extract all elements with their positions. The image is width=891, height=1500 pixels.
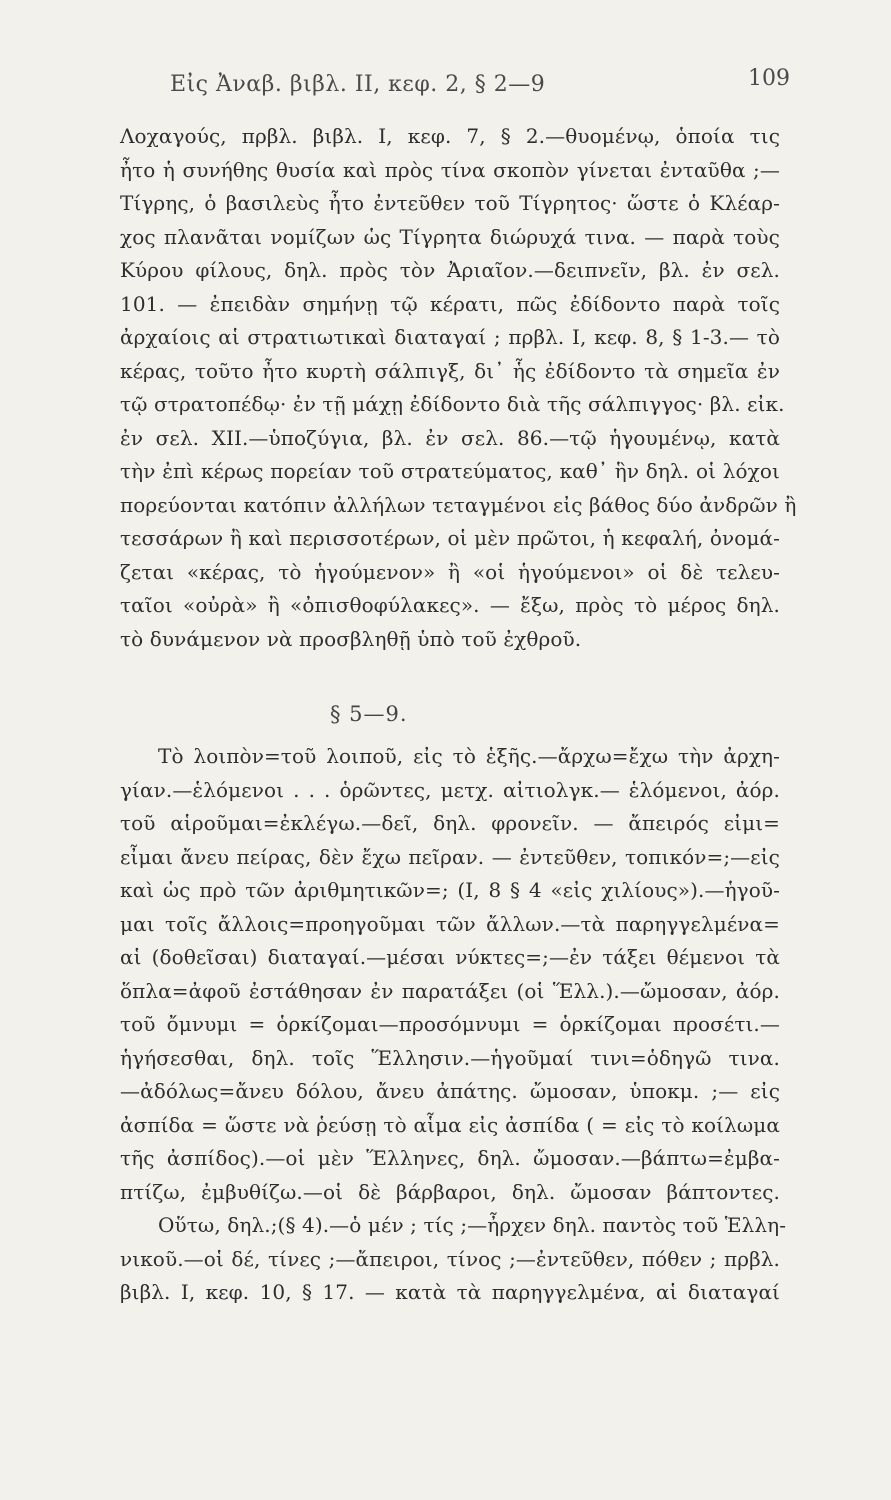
text-line: τοῦ ὄμνυμι = ὁρκίζομαι—προσόμνυμι = ὁρκίζομαι προσέτι.— (120, 1012, 780, 1036)
text-line: εἶμαι ἄνευ πείρας, δὲν ἔχω πεῖραν. — ἐντεῦθεν, τοπικόν=;—εἰς (120, 844, 780, 869)
text-line: ταῖοι «οὐρὰ» ἢ «ὀπισθοφύλακες». — ἔξω, πρὸς τὸ μέρος δηλ. (120, 593, 780, 617)
text-line: ἐν σελ. XII.—ὑποζύγια, βλ. ἐν σελ. 86.—τῷ ἡγουμένῳ, κατὰ (120, 425, 780, 450)
running-head-title: Εἰς Ἀναβ. βιβλ. II, κεφ. 2, § 2—9 (170, 72, 546, 97)
commentary-block-1 (120, 120, 797, 656)
text-line: ἀρχαίοις αἱ στρατιωτικαὶ διαταγαί ; πρβλ. I, κεφ. 8, § 1-3.— τὸ (120, 325, 780, 349)
text-line: ἡγήσεσθαι, δηλ. τοῖς Ἕλλησιν.—ἡγοῦμαί τινι=ὁδηγῶ τινα. (120, 1045, 780, 1070)
text-line: ζεται «κέρας, τὸ ἡγούμενον» ἢ «οἱ ἡγούμενοι» οἱ δὲ τελευ- (120, 559, 780, 584)
running-head (100, 66, 790, 108)
text-line: —ἀδόλως=ἄνευ δόλου, ἄνευ ἀπάτης. ὤμοσαν, ὑποκμ. ;— εἰς (120, 1079, 780, 1103)
text-line: ἀσπίδα = ὥστε νὰ ῥεύσῃ τὸ αἷμα εἰς ἀσπίδα ( = εἰς τὸ κοίλωμα (120, 1112, 780, 1137)
text-line: τὸ δυνάμενον νὰ προσβληθῇ ὑπὸ τοῦ ἐχθροῦ. (120, 626, 582, 651)
text-line: αἱ (δοθεῖσαι) διαταγαί.—μέσαι νύκτες=;—ἐν τάξει θέμενοι τὰ (120, 945, 780, 969)
text-line: τεσσάρων ἢ καὶ περισσοτέρων, οἱ μὲν πρῶτοι, ἡ κεφαλή, ὀνομά- (120, 526, 780, 550)
commentary-block-2 (120, 740, 787, 1310)
text-line: Λοχαγούς, πρβλ. βιβλ. I, κεφ. 7, § 2.—θυομένῳ, ὁποία τις (120, 124, 780, 148)
text-line: ὅπλα=ἀφοῦ ἐστάθησαν ἐν παρατάξει (οἱ Ἕλλ.).—ὤμοσαν, ἀόρ. (120, 978, 780, 1003)
text-line: πτίζω, ἐμβυθίζω.—οἱ δὲ βάρβαροι, δηλ. ὤμοσαν βάπτοντες. (120, 1179, 780, 1204)
text-line: τὴν ἐπὶ κέρως πορείαν τοῦ στρατεύματος, καθ᾽ ἣν δηλ. οἱ λόχοι (120, 459, 780, 483)
text-line: γίαν.—ἑλόμενοι . . . ὁρῶντες, μετχ. αἰτιολγκ.— ἑλόμενοι, ἀόρ. (120, 777, 780, 802)
text-line: τῆς ἀσπίδος).—οἱ μὲν Ἕλληνες, δηλ. ὤμοσαν.—βάπτω=ἐμβα- (120, 1146, 780, 1170)
text-line: κέρας, τοῦτο ἦτο κυρτὴ σάλπιγξ, δι᾽ ἧς ἐδίδοντο τὰ σημεῖα ἐν (120, 358, 780, 383)
section-heading: § 5—9. (330, 702, 408, 726)
text-line: τῷ στρατοπέδῳ· ἐν τῇ μάχῃ ἐδίδοντο διὰ τῆς σάλπιγγος· βλ. εἰκ. (120, 392, 785, 416)
text-line: Κύρου φίλους, δηλ. πρὸς τὸν Ἀριαῖον.—δειπνεῖν, βλ. ἐν σελ. (120, 258, 780, 282)
text-line: ἦτο ἡ συνήθης θυσία καὶ πρὸς τίνα σκοπὸν γίνεται ἐνταῦθα ;— (120, 157, 780, 182)
text-line: χος πλανᾶται νομίζων ὡς Τίγρητα διώρυχά τινα. — παρὰ τοὺς (120, 224, 780, 249)
text-line: Τὸ λοιπὸν=τοῦ λοιποῦ, εἰς τὸ ἑξῆς.—ἄρχω=ἔχω τὴν ἀρχη- (158, 744, 780, 768)
page-number: 109 (748, 66, 790, 91)
text-line: βιβλ. I, κεφ. 10, § 17. — κατὰ τὰ παρηγγελμένα, αἱ διαταγαί (120, 1280, 780, 1304)
text-line: Τίγρης, ὁ βασιλεὺς ἦτο ἐντεῦθεν τοῦ Τίγρητος· ὥστε ὁ Κλέαρ- (120, 191, 780, 215)
text-line: τοῦ αἱροῦμαι=ἐκλέγω.—δεῖ, δηλ. φρονεῖν. — ἄπειρός εἰμι= (120, 811, 780, 835)
text-line: Οὕτω, δηλ.;(§ 4).—ὁ μέν ; τίς ;—ἦρχεν δηλ. παντὸς τοῦ Ἑλλη- (158, 1213, 787, 1237)
text-line: νικοῦ.—οἱ δέ, τίνες ;—ἄπειροι, τίνος ;—ἐντεῦθεν, πόθεν ; πρβλ. (120, 1246, 780, 1271)
text-line: πορεύονται κατόπιν ἀλλήλων τεταγμένοι εἰς βάθος δύο ἀνδρῶν ἢ (120, 492, 797, 517)
text-line: 101. — ἐπειδὰν σημήνῃ τῷ κέρατι, πῶς ἐδίδοντο παρὰ τοῖς (120, 291, 780, 316)
text-line: μαι τοῖς ἄλλοις=προηγοῦμαι τῶν ἄλλων.—τὰ παρηγγελμένα= (120, 911, 780, 936)
text-line: καὶ ὡς πρὸ τῶν ἀριθμητικῶν=; (I, 8 § 4 «εἰς χιλίους»).—ἡγοῦ- (120, 878, 780, 902)
